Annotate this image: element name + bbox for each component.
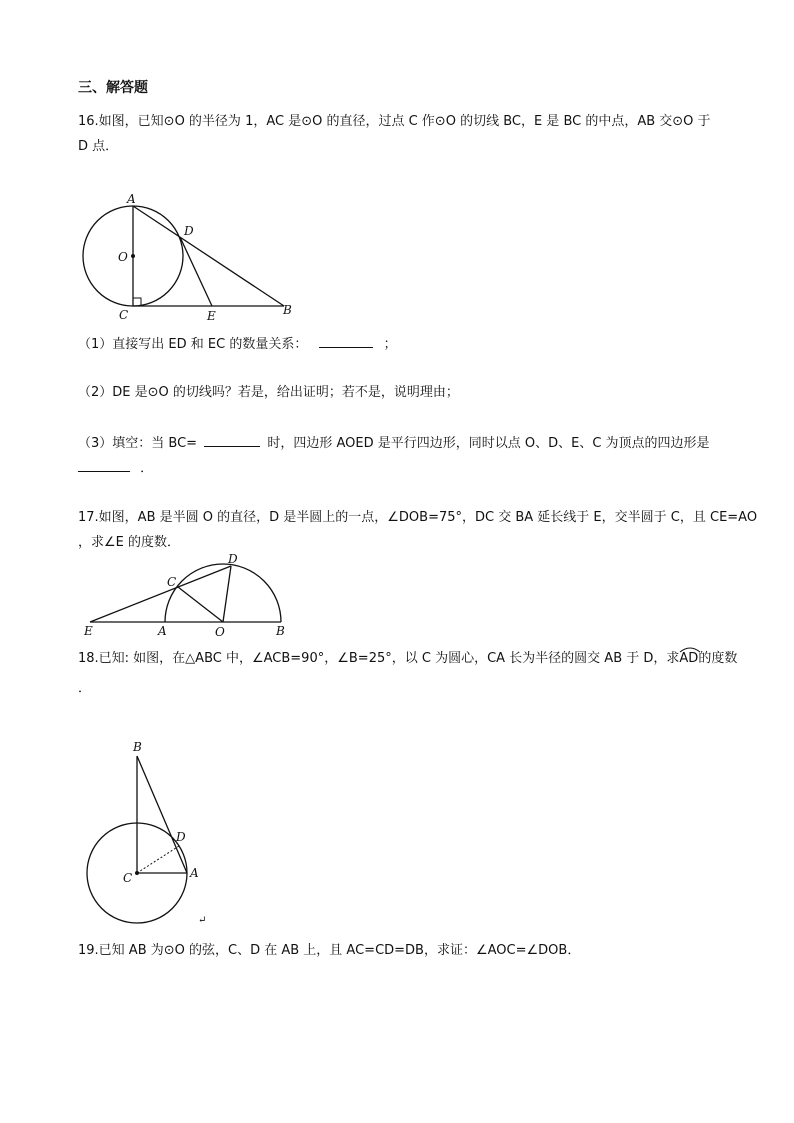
q18-text-b: 的度数 [698,651,738,666]
q16-center-point [131,254,135,258]
q16-part1-end: ； [383,337,397,352]
q18-center-point [135,871,139,875]
q18-return-mark: ↵ [198,915,207,926]
q18-label-c: C [123,871,133,885]
q16-label-c: C [119,308,129,322]
q17-semicircle [165,564,281,622]
q17-line-co [178,587,223,622]
q18-arc-ad [679,651,698,667]
q17-text-line1: 17.如图，AB 是半圆 O 的直径，D 是半圆上的一点，∠DOB=75°，DC 交 BA 延长线于 E，交半圆于 C，且 CE=AO [78,510,758,525]
q16-part3-end: ． [140,461,154,476]
q16-part1 [78,335,397,353]
q16-part3-text-a: （3）填空：当 BC= [78,436,198,451]
q16-label-d: D [184,224,194,238]
q17-text-line2: ，求∠E 的度数． [78,535,181,550]
q16-label-o: O [118,250,128,264]
arc-icon [679,645,701,653]
q16-part3-blank-bc[interactable] [204,434,260,447]
q16-label-e: E [207,309,216,323]
q18-label-d: D [176,830,186,844]
q16-label-a: A [127,192,136,206]
q18-line-cd-dashed [137,846,179,873]
q16-text-line2: D 点． [78,139,119,154]
q18-label-b: B [133,740,142,754]
q18-text-a: 18.已知: 如图，在△ABC 中，∠ACB=90°，∠B=25°，以 C 为圆心，CA 长为半径的圆交 AB 于 D，求 [78,651,680,666]
q17-figure [80,548,300,638]
q17-label-c: C [167,575,177,589]
q16-label-b: B [283,303,292,317]
q18-text-line2: ． [78,681,92,696]
q16-part1-blank[interactable] [319,335,373,348]
q19-text-line1: 19.已知 AB 为⊙O 的弦，C、D 在 AB 上，且 AC=CD=DB，求证：∠AOC=∠DOB． [78,943,581,958]
q18-line-ba [137,756,187,873]
q18-figure [84,738,214,928]
q16-part1-text: （1）直接写出 ED 和 EC 的数量关系： [78,337,308,352]
q16-part3-line2 [78,459,153,477]
q16-part2: （2）DE 是⊙O 的切线吗？若是，给出证明；若不是，说明理由； [78,385,459,400]
q16-right-angle-mark [133,298,141,306]
q16-part3-blank-shape[interactable] [78,459,130,472]
q17-label-a: A [158,624,167,638]
q17-label-e: E [84,624,93,638]
q16-line-ab [133,206,284,306]
q16-part3-text-b: 时，四边形 AOED 是平行四边形，同时以点 O、D、E、C 为顶点的四边形是 [267,436,710,451]
q16-part3 [78,434,710,452]
q17-line-do [223,566,231,622]
q18-text-line1 [78,651,737,667]
q16-text-line1: 16.如图，已知⊙O 的半径为 1，AC 是⊙O 的直径，过点 C 作⊙O 的切线 BC，E 是 BC 的中点，AB 交⊙O 于 [78,114,711,129]
q17-line-ed [90,566,231,622]
q16-figure [70,188,310,328]
q18-label-a: A [190,866,199,880]
q17-label-d: D [228,552,238,566]
section-title: 三、解答题 [78,80,148,96]
q17-label-b: B [276,624,285,638]
q17-label-o: O [215,625,225,639]
q18-arc-label: AD [679,651,699,666]
